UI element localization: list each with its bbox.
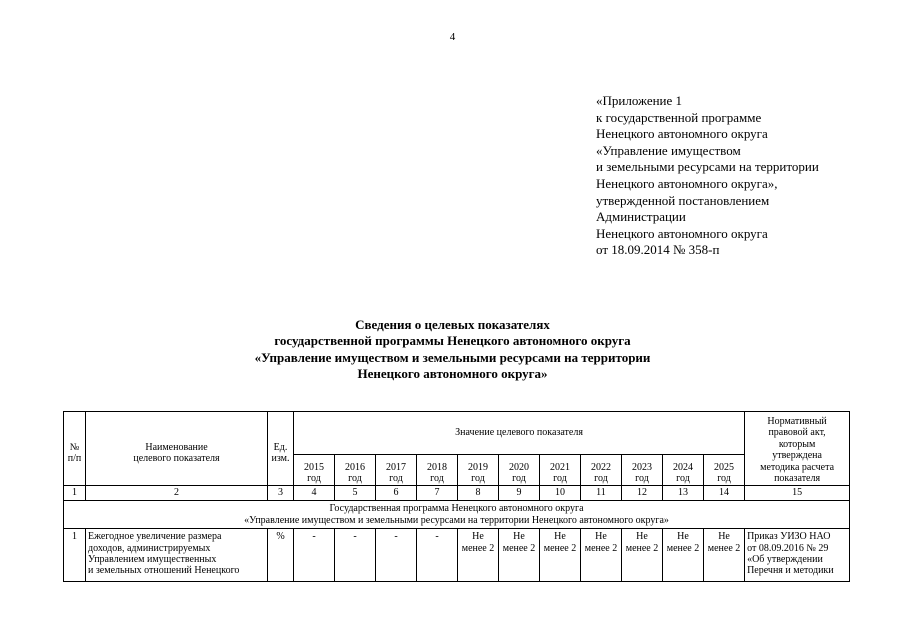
value-line: Не bbox=[554, 531, 566, 543]
header-year-2018 bbox=[417, 455, 458, 486]
header-year-2015 bbox=[294, 455, 335, 486]
appendix-line: и земельными ресурсами на территории bbox=[596, 159, 819, 175]
header-year-2024 bbox=[663, 455, 704, 486]
header-year-2023 bbox=[622, 455, 663, 486]
year-word: год bbox=[594, 473, 608, 485]
column-number: 8 bbox=[458, 486, 499, 501]
header-row-top bbox=[64, 412, 850, 455]
year-number: 2025 bbox=[714, 461, 735, 473]
value-line: Не bbox=[677, 531, 689, 543]
value-line: менее 2 bbox=[707, 542, 741, 554]
header-year-2025 bbox=[704, 455, 745, 486]
row-value-2025 bbox=[704, 529, 745, 582]
appendix-line: к государственной программе bbox=[596, 109, 762, 125]
column-number-row bbox=[64, 486, 850, 501]
header-act bbox=[745, 412, 850, 486]
row-name-line: Управлением имущественных bbox=[88, 554, 217, 566]
value-line: Не bbox=[472, 531, 484, 543]
year-word: год bbox=[717, 473, 731, 485]
row-value-2015 bbox=[294, 529, 335, 582]
column-number: 6 bbox=[376, 486, 417, 501]
row-act-line: от 08.09.2016 № 29 bbox=[747, 542, 829, 554]
row-value-2020 bbox=[499, 529, 540, 582]
column-number: 7 bbox=[417, 486, 458, 501]
column-number: 2 bbox=[86, 486, 268, 501]
row-value-2016 bbox=[335, 529, 376, 582]
year-number: 2022 bbox=[591, 461, 611, 473]
appendix-line: «Приложение 1 bbox=[596, 93, 683, 108]
value-line: Не bbox=[636, 531, 648, 543]
value-line: менее 2 bbox=[584, 542, 618, 554]
section-heading bbox=[64, 501, 850, 529]
header-act-line: правовой акт, bbox=[768, 427, 826, 439]
column-number: 9 bbox=[499, 486, 540, 501]
row-name-line: и земельных отношений Ненецкого bbox=[88, 565, 240, 577]
header-year-2022 bbox=[581, 455, 622, 486]
value-line: - bbox=[394, 531, 398, 543]
column-number: 12 bbox=[622, 486, 663, 501]
header-year-2016 bbox=[335, 455, 376, 486]
appendix-line: Ненецкого автономного округа», bbox=[596, 175, 778, 191]
header-num-line: п/п bbox=[67, 453, 82, 465]
title-line: государственной программы Ненецкого автономного округа bbox=[274, 333, 631, 349]
row-name bbox=[86, 529, 268, 582]
table-row bbox=[64, 529, 850, 582]
document-title bbox=[0, 317, 905, 382]
header-act-line: утверждена bbox=[772, 450, 822, 462]
header-name bbox=[86, 412, 268, 486]
value-line: менее 2 bbox=[625, 542, 659, 554]
column-number: 1 bbox=[64, 486, 86, 501]
column-number: 13 bbox=[663, 486, 704, 501]
row-act-line: Перечня и методики bbox=[747, 565, 834, 577]
row-value-2017 bbox=[376, 529, 417, 582]
header-act-line: Нормативный bbox=[767, 416, 827, 427]
appendix-line: от 18.09.2014 № 358-п bbox=[596, 242, 720, 258]
row-value-2023 bbox=[622, 529, 663, 582]
year-word: год bbox=[635, 473, 649, 485]
year-number: 2021 bbox=[550, 461, 570, 473]
header-act-line: методика расчета bbox=[760, 461, 835, 473]
value-line: - bbox=[353, 531, 357, 543]
appendix-line: Администрации bbox=[596, 209, 686, 225]
value-line: менее 2 bbox=[666, 542, 700, 554]
year-number: 2016 bbox=[345, 461, 365, 473]
year-word: год bbox=[676, 473, 690, 485]
header-year-2019 bbox=[458, 455, 499, 486]
row-value-2018 bbox=[417, 529, 458, 582]
title-line: Сведения о целевых показателях bbox=[355, 317, 550, 332]
column-number: 10 bbox=[540, 486, 581, 501]
row-act-line: «Об утверждении bbox=[747, 554, 823, 566]
column-number: 14 bbox=[704, 486, 745, 501]
year-word: год bbox=[307, 473, 321, 485]
header-act-line: которым bbox=[778, 438, 816, 450]
header-year-2017 bbox=[376, 455, 417, 486]
header-values-group: Значение целевого показателя bbox=[294, 412, 745, 455]
value-line: менее 2 bbox=[543, 542, 577, 554]
header-name-line: Наименование bbox=[145, 442, 208, 453]
value-line: - bbox=[312, 531, 316, 543]
header-act-line: показателя bbox=[774, 473, 821, 485]
header-unit-line: изм. bbox=[271, 453, 290, 465]
row-name-line: Ежегодное увеличение размера bbox=[88, 531, 222, 543]
value-line: менее 2 bbox=[461, 542, 495, 554]
column-number: 11 bbox=[581, 486, 622, 501]
value-line: Не bbox=[595, 531, 607, 543]
title-line: «Управление имуществом и земельными ресурсами на территории bbox=[254, 349, 651, 365]
year-word: год bbox=[512, 473, 526, 485]
header-unit bbox=[268, 412, 294, 486]
year-number: 2018 bbox=[427, 461, 447, 473]
header-num-line: № bbox=[69, 442, 80, 453]
column-number: 3 bbox=[268, 486, 294, 501]
year-number: 2015 bbox=[304, 461, 324, 473]
column-number: 4 bbox=[294, 486, 335, 501]
value-line: - bbox=[435, 531, 439, 543]
year-number: 2017 bbox=[386, 461, 406, 473]
value-line: Не bbox=[718, 531, 730, 543]
row-act bbox=[745, 529, 850, 582]
appendix-line: Ненецкого автономного округа bbox=[596, 126, 768, 142]
row-unit: % bbox=[268, 529, 294, 582]
year-word: год bbox=[553, 473, 567, 485]
targets-table bbox=[63, 411, 850, 582]
row-name-line: доходов, администрируемых bbox=[88, 542, 211, 554]
appendix-line: Ненецкого автономного округа bbox=[596, 225, 768, 241]
value-line: менее 2 bbox=[502, 542, 536, 554]
row-value-2021 bbox=[540, 529, 581, 582]
row-num: 1 bbox=[64, 529, 86, 582]
year-word: год bbox=[471, 473, 485, 485]
row-value-2024 bbox=[663, 529, 704, 582]
value-line: Не bbox=[513, 531, 525, 543]
year-number: 2020 bbox=[509, 461, 529, 473]
year-word: год bbox=[430, 473, 444, 485]
appendix-line: «Управление имуществом bbox=[596, 142, 741, 158]
row-value-2022 bbox=[581, 529, 622, 582]
year-number: 2019 bbox=[468, 461, 488, 473]
title-line: Ненецкого автономного округа» bbox=[357, 365, 548, 381]
row-value-2019 bbox=[458, 529, 499, 582]
header-name-line: целевого показателя bbox=[133, 453, 220, 465]
header-year-2020 bbox=[499, 455, 540, 486]
page-number: 4 bbox=[449, 31, 456, 43]
section-row bbox=[64, 501, 850, 529]
header-unit-line: Ед. bbox=[273, 442, 288, 453]
appendix-line: утвержденной постановлением bbox=[596, 192, 770, 208]
appendix-note bbox=[596, 93, 896, 259]
header-num bbox=[64, 412, 86, 486]
section-line: Государственная программа Ненецкого автономного округа bbox=[329, 503, 584, 515]
year-word: год bbox=[348, 473, 362, 485]
section-line: «Управление имуществом и земельными ресурсами на территории Ненецкого автономного округа» bbox=[244, 514, 669, 526]
row-act-line: Приказ УИЗО НАО bbox=[747, 531, 831, 543]
column-number: 5 bbox=[335, 486, 376, 501]
year-number: 2024 bbox=[673, 461, 693, 473]
column-number: 15 bbox=[745, 486, 850, 501]
year-number: 2023 bbox=[632, 461, 652, 473]
year-word: год bbox=[389, 473, 403, 485]
header-year-2021 bbox=[540, 455, 581, 486]
